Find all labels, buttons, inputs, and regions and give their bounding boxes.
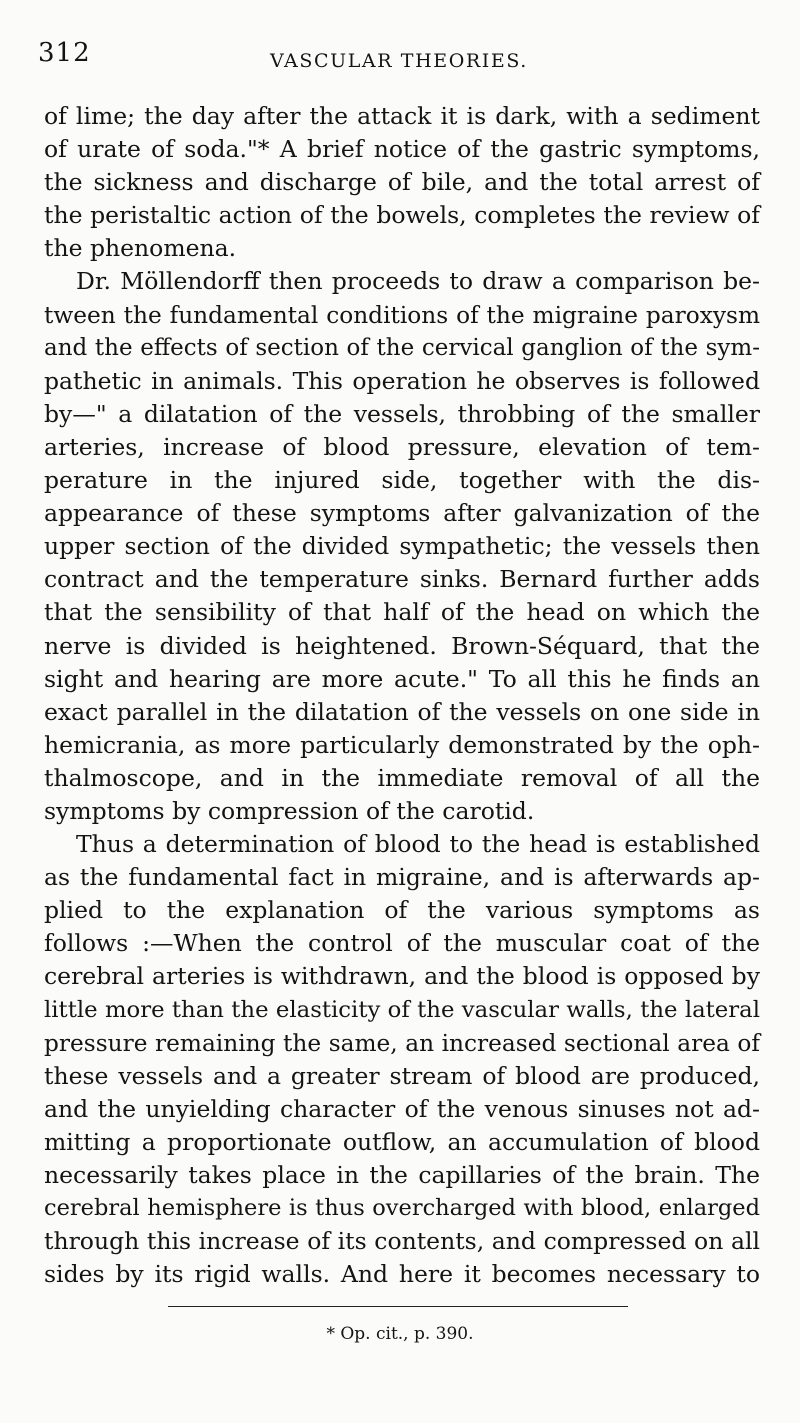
text-line: of lime; the day after the attack it is dark, with a sediment [44,102,760,130]
text-line: sides by its rigid walls. And here it becomes necessary to [44,1260,760,1289]
text-line: tween the fundamental conditions of the migraine paroxysm [44,301,760,329]
running-title: VASCULAR THEORIES. [270,50,528,72]
text-line: hemicrania, as more particularly demonstrated by the oph- [44,730,760,759]
text-line: plied to the explanation of the various symptoms as [44,896,760,925]
footnote-divider [168,1306,628,1307]
text-line: follows :—When the control of the muscular coat of the [44,929,760,958]
text-line: these vessels and a greater stream of blood are produced, [44,1061,760,1090]
text-line: of urate of soda."* A brief notice of the gastric symptoms, [44,135,760,164]
text-line: little more than the elasticity of the vascular walls, the lateral [44,996,760,1023]
text-line: and the effects of section of the cervical ganglion of the sym- [44,334,760,361]
text-line: mitting a proportionate outflow, an accumulation of blood [44,1127,760,1156]
text-line: upper section of the divided sympathetic; the vessels then [44,532,760,561]
text-line: necessarily takes place in the capillaries of the brain. The [44,1161,760,1189]
text-line: contract and the temperature sinks. Bernard further adds [44,565,760,594]
text-line: by—" a dilatation of the vessels, throbbing of the smaller [44,399,760,428]
text-line: and the unyielding character of the venous sinuses not ad- [44,1094,760,1123]
text-line: symptoms by compression of the carotid. [44,796,535,825]
text-line: perature in the injured side, together with the dis- [44,466,760,495]
text-line: pressure remaining the same, an increased sectional area of [44,1029,760,1057]
text-line: cerebral arteries is withdrawn, and the blood is opposed by [44,962,760,991]
text-line: that the sensibility of that half of the head on which the [44,598,760,627]
text-line: thalmoscope, and in the immediate removal of all the [44,763,760,792]
text-line: arteries, increase of blood pressure, elevation of tem- [44,432,760,461]
text-line: the phenomena. [44,234,237,263]
text-line: sight and hearing are more acute." To all this he finds an [44,664,760,693]
text-line: Dr. Möllendorff then proceeds to draw a comparison be- [76,267,760,296]
text-line: the sickness and discharge of bile, and the total arrest of [44,168,760,197]
text-line: pathetic in animals. This operation he observes is followed [44,366,760,395]
page-number: 312 [38,38,91,68]
text-line: nerve is divided is heightened. Brown-Séquard, that the [44,631,760,660]
page-header [38,38,758,78]
text-line: the peristaltic action of the bowels, completes the review of [44,201,760,230]
text-line: Thus a determination of blood to the head is established [76,830,760,859]
text-line: cerebral hemisphere is thus overcharged with blood, enlarged [44,1195,760,1222]
text-line: appearance of these symptoms after galvanization of the [44,499,760,528]
text-line: exact parallel in the dilatation of the vessels on one side in [44,697,760,726]
text-line: as the fundamental fact in migraine, and is afterwards ap- [44,863,760,892]
text-line: through this increase of its contents, and compressed on all [44,1227,760,1256]
footnote: * Op. cit., p. 390. [326,1324,474,1344]
body-text [44,100,760,1291]
